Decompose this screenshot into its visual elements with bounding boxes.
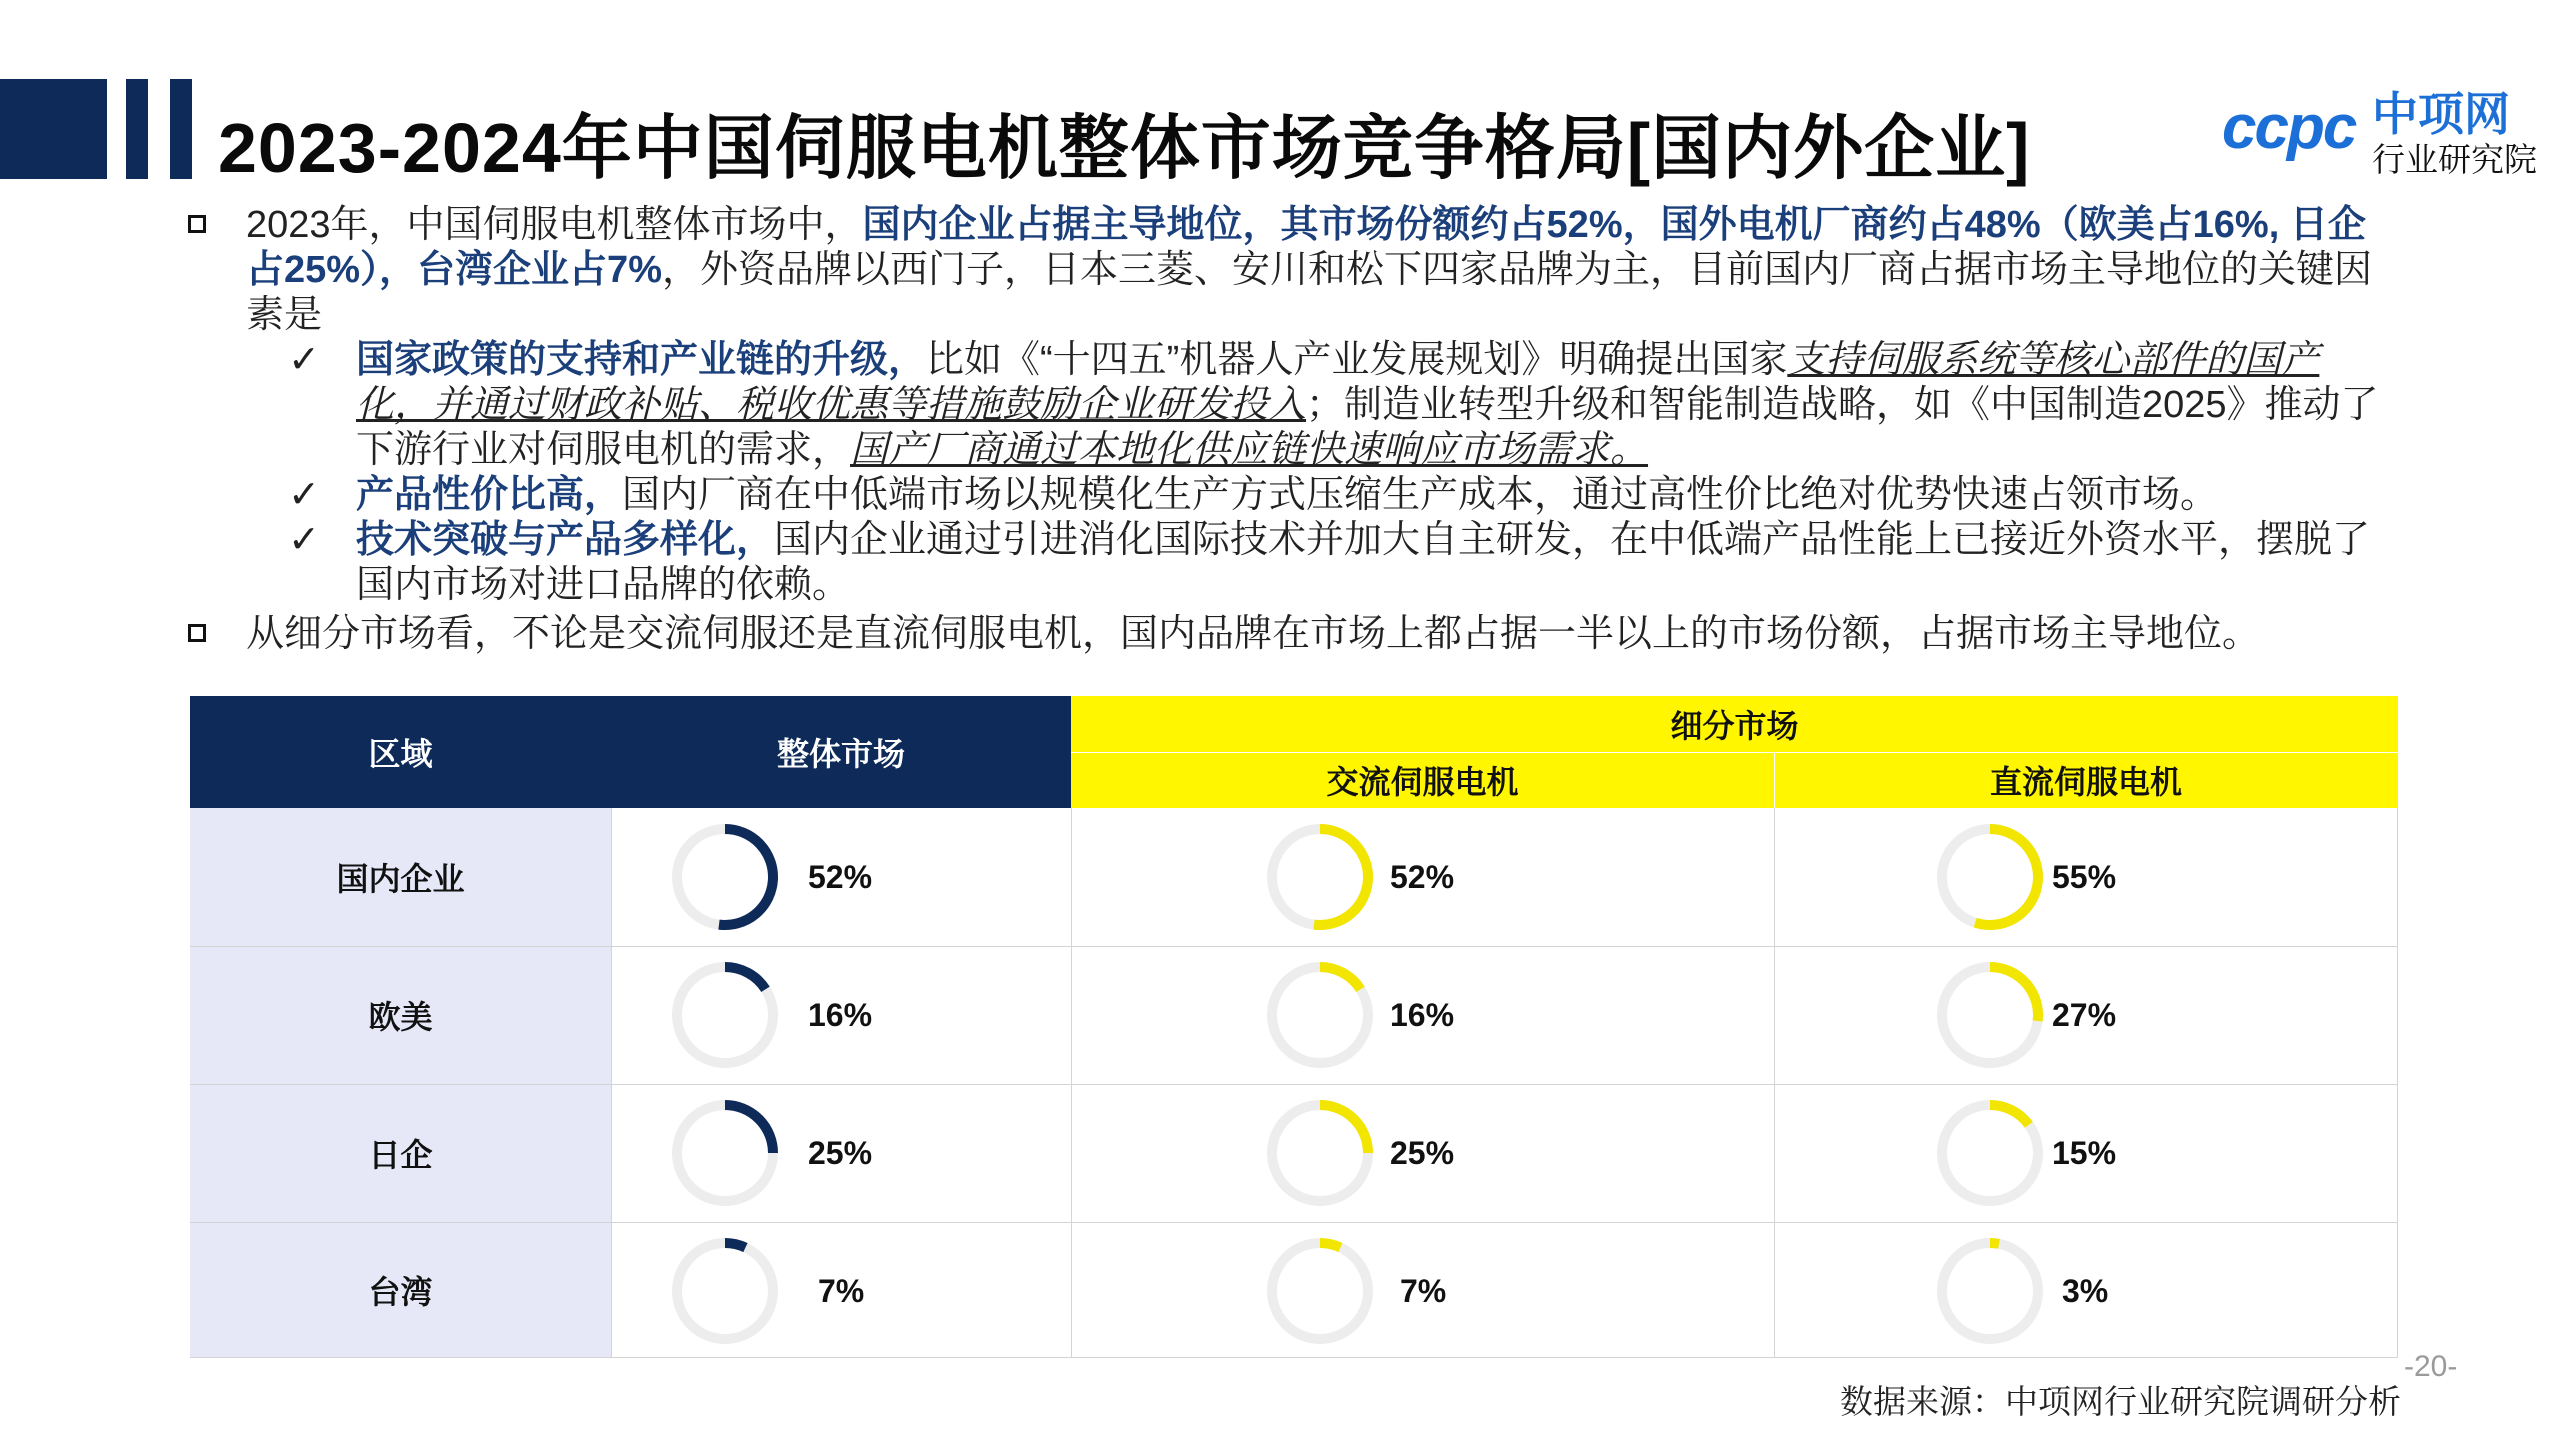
- pct-ac-domestic: 52%: [1390, 859, 1455, 895]
- donut-arc: [1320, 1243, 1340, 1248]
- grid-line: [611, 808, 612, 1358]
- pct-total-domestic: 52%: [808, 859, 873, 895]
- donut-ac-japan: [1260, 1093, 1380, 1213]
- header-region: 区域: [190, 696, 611, 808]
- sub-bullet: [246, 518, 2380, 608]
- grid-line: [190, 1084, 2398, 1085]
- header-bar-block: [0, 79, 107, 179]
- highlight-text: 技术突破与产品多样化，: [356, 519, 775, 561]
- donut-arc: [725, 1105, 773, 1153]
- donut-arc: [1320, 1105, 1368, 1153]
- row-region-japan: 日企: [190, 1084, 611, 1222]
- header-divider: [1774, 752, 1775, 808]
- highlight-text: 国内企业占据主导地位，其市场份额约占52%，国外电机厂商约占48%（欧美占16%, 日企占25%），台湾企业占7%: [246, 204, 2366, 291]
- pct-dc-euro-us: 27%: [2052, 997, 2117, 1033]
- pct-dc-domestic: 55%: [2052, 859, 2117, 895]
- donut-total-euro-us: [665, 955, 785, 1075]
- donut-track: [1272, 1243, 1368, 1339]
- sub-bullets: [246, 338, 2380, 608]
- pct-dc-japan: 15%: [2052, 1135, 2117, 1171]
- donut-ac-euro-us: [1260, 955, 1380, 1075]
- text: 从细分市场看，不论是交流伺服还是直流伺服电机，国内品牌在市场上都占据一半以上的市场份额，占据市场主导地位。: [246, 613, 2261, 655]
- donut-arc: [725, 1243, 745, 1248]
- logo: [2222, 70, 2540, 180]
- grid-line: [190, 1222, 2398, 1223]
- pct-total-euro-us: 16%: [808, 997, 873, 1033]
- pct-ac-euro-us: 16%: [1390, 997, 1455, 1033]
- page-number: -20-: [2404, 1350, 2458, 1383]
- row-region-euro-us: 欧美: [190, 946, 611, 1084]
- grid-line: [1774, 808, 1775, 1358]
- row-region-domestic: 国内企业: [190, 808, 611, 946]
- donut-dc-domestic: [1930, 817, 2050, 937]
- check-icon: ✓: [288, 519, 320, 561]
- grid-line: [190, 1357, 2398, 1358]
- donut-arc: [1320, 967, 1361, 989]
- donut-arc: [1314, 829, 1368, 925]
- logo-ccpc: ccpc: [2222, 93, 2356, 162]
- header-bar-stripe: [170, 79, 192, 179]
- header-bar-stripe: [126, 79, 148, 179]
- highlight-text: 产品性价比高，: [356, 474, 623, 516]
- bullet-paragraph: [180, 612, 2380, 657]
- donut-ac-taiwan: [1260, 1231, 1380, 1351]
- grid-line: [1071, 808, 1072, 1358]
- logo-name: 中项网: [2372, 88, 2510, 140]
- pct-dc-taiwan: 3%: [2062, 1273, 2109, 1309]
- donut-ac-domestic: [1260, 817, 1380, 937]
- header-total-market: 整体市场: [611, 696, 1071, 808]
- header-dc-servo: 直流伺服电机: [1774, 752, 2398, 808]
- body-text: [180, 203, 2380, 657]
- donut-total-japan: [665, 1093, 785, 1213]
- donut-arc: [1975, 829, 2038, 925]
- check-icon: ✓: [288, 339, 320, 381]
- donut-arc: [1990, 1243, 1999, 1244]
- donut-arc: [1990, 1105, 2029, 1125]
- text: 国内厂商在中低端市场以规模化生产方式压缩生产成本，通过高性价比绝对优势快速占领市场。: [622, 474, 2219, 516]
- pct-ac-taiwan: 7%: [1400, 1273, 1447, 1309]
- check-icon: ✓: [288, 474, 320, 516]
- row-region-taiwan: 台湾: [190, 1222, 611, 1358]
- text: 比如《“十四五”机器人产业发展规划》明确提出国家: [926, 339, 1788, 381]
- header-segment-market: 细分市场: [1071, 696, 2398, 752]
- text: ，外资品牌以西门子，日本三菱、安川和松下四家品牌为主，目前国内厂商占据市场主导地位的关键因素是: [246, 249, 2372, 336]
- donut-track: [1942, 1243, 2038, 1339]
- logo-subtitle: 行业研究院: [2372, 141, 2537, 178]
- highlight-text: 国家政策的支持和产业链的升级，: [356, 339, 927, 381]
- header-ac-servo: 交流伺服电机: [1071, 752, 1774, 808]
- pct-total-japan: 25%: [808, 1135, 873, 1171]
- donut-arc: [725, 967, 766, 989]
- underlined-text: 国产厂商通过本地化供应链快速响应市场需求。: [850, 429, 1649, 471]
- market-share-table: [190, 696, 2398, 1358]
- text: ；制造业转型升级和智能制造战略，如《中国制造2025》推动了下游行业对伺服电机的需求，: [356, 384, 2379, 471]
- pct-ac-japan: 25%: [1390, 1135, 1455, 1171]
- donut-total-domestic: [665, 817, 785, 937]
- grid-line: [190, 946, 2398, 947]
- text: 国内企业通过引进消化国际技术并加大自主研发，在中低端产品性能上已接近外资水平，摆脱了国内市场对进口品牌的依赖。: [356, 519, 2371, 606]
- donut-dc-taiwan: [1930, 1231, 2050, 1351]
- bullet-paragraph: [180, 203, 2380, 338]
- donut-dc-euro-us: [1930, 955, 2050, 1075]
- underlined-text: 支持伺服系统等核心部件的国产化，并通过财政补贴、税收优惠等措施鼓励企业研发投入: [356, 339, 2320, 426]
- header-divider: [1071, 752, 2398, 753]
- page-title: 2023-2024年中国伺服电机整体市场竞争格局[国内外企业]: [218, 109, 2031, 187]
- grid-line: [2397, 808, 2398, 1358]
- square-bullet-icon: [188, 624, 206, 642]
- donut-arc: [1990, 967, 2038, 1021]
- sub-bullet: [246, 338, 2380, 473]
- donut-dc-japan: [1930, 1093, 2050, 1213]
- text: 2023年，中国伺服电机整体市场中，: [246, 204, 863, 246]
- sub-bullet: [246, 473, 2380, 518]
- donut-total-taiwan: [665, 1231, 785, 1351]
- donut-track: [677, 1243, 773, 1339]
- square-bullet-icon: [188, 215, 206, 233]
- donut-arc: [719, 829, 773, 925]
- pct-total-taiwan: 7%: [818, 1273, 865, 1309]
- data-source: 数据来源：中项网行业研究院调研分析: [1840, 1383, 2401, 1420]
